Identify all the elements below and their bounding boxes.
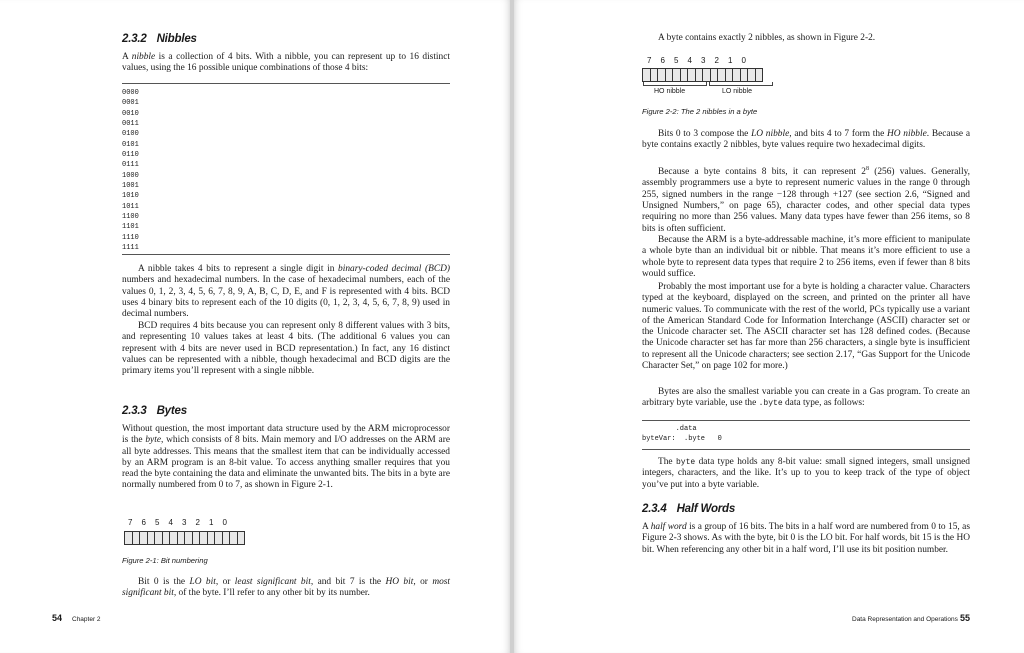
figure-2-1-byte-cells (124, 531, 244, 545)
nibble-value-8: 1000 (122, 171, 139, 180)
figure-2-2-lo-brace (709, 82, 773, 86)
character-paragraph: Probably the most important use for a byte is holding a character value. Characters typed at the keyboard, displayed on the screen, and printed on the printer all have numeric values. To communicate with the rest of the world, PCs typically use a variant of the American Standard Code for Information Interchange (ASCII) character set or the Unicode character set. The ASCII character set has 128 defined codes. (Because the Unicode character set has far more than 256 characters, a single byte is insufficient to represent all the Unicode characters; see section 2.17, “Gas Support for the Unicode Character Set,” on page 102 for more.) (642, 282, 970, 372)
nibble-value-13: 1101 (122, 223, 139, 232)
figure-2-1-bit-label-0: 0 (222, 518, 227, 527)
figure-2-2-byte-cells (642, 68, 762, 82)
figure-2-1-bit-label-2: 2 (195, 518, 200, 527)
byte-nibbles-intro: A byte contains exactly 2 nibbles, as shown in Figure 2-2. (658, 33, 876, 43)
code-line-data: .data (642, 425, 697, 433)
nibble-value-7: 0111 (122, 161, 139, 170)
nibble-value-0: 0000 (122, 89, 139, 97)
page-number-right: 55 (960, 613, 971, 623)
figure-2-2-bit-label-1: 1 (728, 56, 733, 65)
figure-2-2-bit-numbers (647, 56, 755, 65)
figure-2-2-bit-label-7: 7 (647, 56, 652, 65)
left-page (0, 0, 510, 653)
figure-2-2-bit-label-6: 6 (660, 56, 665, 65)
nibble-value-1: 0001 (122, 99, 139, 108)
byte-type-paragraph: The byte data type holds any 8-bit value: small signed integers, small unsigned integers, characters, and the like. It’s up to you to keep track of the type of object you’ve put into a byte variable. (642, 457, 970, 490)
running-footer-left: Chapter 2 (72, 616, 101, 623)
nibble-value-6: 0110 (122, 151, 139, 160)
figure-2-1-bit-label-5: 5 (155, 518, 160, 527)
bytes-heading: 2.3.3 Bytes (122, 405, 187, 417)
figure-2-2-bit-cell (755, 68, 764, 82)
bytes-paragraph: Without question, the most important data structure used by the ARM microprocessor is the byte, which consists of 8 bits. Main memory and I/O addresses on the ARM are all byte addresses. This means that the smallest item that can be individually accessed by an ARM program is an 8-bit value. To access anything smaller requires that you read the byte containing the data and eliminate the unwanted bits. The bits in a byte are normally numbered from 0 to 7, as shown in Figure 2-1. (122, 424, 450, 491)
figure-2-2-bit-label-3: 3 (701, 56, 706, 65)
nibble-value-12: 1100 (122, 213, 139, 222)
figure-2-1-bit-numbers (128, 518, 236, 527)
nibble-value-14: 1110 (122, 233, 139, 242)
figure-2-1-bit-label-7: 7 (128, 518, 133, 527)
nibble-value-9: 1001 (122, 182, 139, 191)
byte-256-paragraph: Because a byte contains 8 bits, it can represent $2^8$ (256) values. Generally, assembly programmers use a byte to represent numeric values in the range 0 through 255, signed numbers in the range −128 through +127 (see section 2.6, “Signed and Unsigned Numbers,” on page 65), character codes, and other special data types requiring no more than 256 values. Many data types have fewer than 256 items, so 8 bits is often sufficient. (642, 166, 971, 234)
figure-2-1-bit-label-4: 4 (168, 518, 173, 527)
figure-2-2-lo-label: LO nibble (722, 88, 752, 95)
figure-2-2-ho-label: HO nibble (654, 88, 686, 95)
nibble-value-3: 0011 (122, 120, 139, 129)
figure-2-1-bit-label-3: 3 (182, 518, 187, 527)
half-words-heading: 2.3.4 Half Words (642, 503, 736, 515)
running-footer-right: Data Representation and Operations (852, 616, 958, 623)
page-number-left: 54 (52, 613, 63, 623)
figure-2-2-bit-label-0: 0 (741, 56, 746, 65)
right-page (514, 0, 1024, 653)
nibble-value-5: 0101 (122, 140, 139, 149)
figure-2-1-bit-label-1: 1 (209, 518, 214, 527)
bcd-paragraph-1: A nibble takes 4 bits to represent a single digit in binary-coded decimal (BCD) numbers and hexadecimal numbers. In the case of hexadecimal numbers, each of the values 0, 1, 2, 3, 4, 5, 6, 7, 8, 9, A, B, C, D, E, and F is represented with 4 bits. BCD uses 4 binary bits to represent each of the 10 digits (0, 1, 2, 3, 4, 5, 6, 7, 8, 9) used in decimal numbers. (122, 264, 450, 320)
figure-2-1-bit-cell (237, 531, 246, 545)
figure-2-2-ho-brace (643, 82, 707, 86)
nibble-value-15: 1111 (122, 244, 139, 253)
byte-variable-code-listing (642, 420, 970, 450)
gas-byte-paragraph: Bytes are also the smallest variable you can create in a Gas program. To create an arbitrary byte variable, use the .byte data type, as follows: (642, 387, 970, 409)
figure-2-2-caption: Figure 2-2: The 2 nibbles in a byte (642, 107, 758, 116)
figure-2-2-bit-label-2: 2 (714, 56, 719, 65)
nibbles-intro: A nibble is a collection of 4 bits. With a nibble, you can represent up to 16 distinct values, using the 16 possible unique combinations of those 4 bits: (122, 52, 450, 74)
arm-efficiency-paragraph: Because the ARM is a byte-addressable machine, it’s more efficient to manipulate a whole byte than an individual bit or nibble. That means it’s more efficient to use a whole byte to represent data types that require 2 to 256 items, even if fewer than 8 bits would suffice. (642, 235, 970, 279)
nibble-value-10: 1010 (122, 192, 139, 201)
figure-2-1-caption: Figure 2-1: Bit numbering (122, 556, 208, 565)
nibble-value-11: 1011 (122, 202, 139, 211)
figure-2-2-bit-label-4: 4 (687, 56, 692, 65)
half-word-paragraph: A half word is a group of 16 bits. The bits in a half word are numbered from 0 to 15, as Figure 2-3 shows. As with the byte, bit 0 is the LO bit. For half words, bit 15 is the HO bit. When referencing any other bit in a half word, I’ll use its bit position number. (642, 522, 970, 555)
bcd-paragraph-2: BCD requires 4 bits because you can represent only 8 different values with 3 bits, and representing 10 values takes at least 4 bits. (The additional 6 values you can represent with 4 bits are never used in BCD representation.) In fact, any 16 distinct values can be represented with a nibble, though hexadecimal and BCD digits are the primary items you’ll represent with a single nibble. (122, 321, 450, 377)
bit0-paragraph: Bit 0 is the LO bit, or least significant bit, and bit 7 is the HO bit, or most significant bit, of the byte. I’ll refer to any other bit by its number. (122, 577, 451, 599)
figure-2-2-bit-label-5: 5 (674, 56, 679, 65)
nibble-value-2: 0010 (122, 109, 139, 118)
nibble-values-listing (122, 83, 450, 255)
figure-2-1-bit-label-6: 6 (141, 518, 146, 527)
lo-nibble-paragraph: Bits 0 to 3 compose the LO nibble, and bits 4 to 7 form the HO nibble. Because a byte contains exactly 2 nibbles, byte values require two hexadecimal digits. (642, 129, 970, 151)
code-line-bytevar: byteVar: .byte 0 (642, 435, 722, 444)
nibble-value-4: 0100 (122, 130, 139, 139)
nibbles-heading: 2.3.2 Nibbles (122, 33, 197, 45)
